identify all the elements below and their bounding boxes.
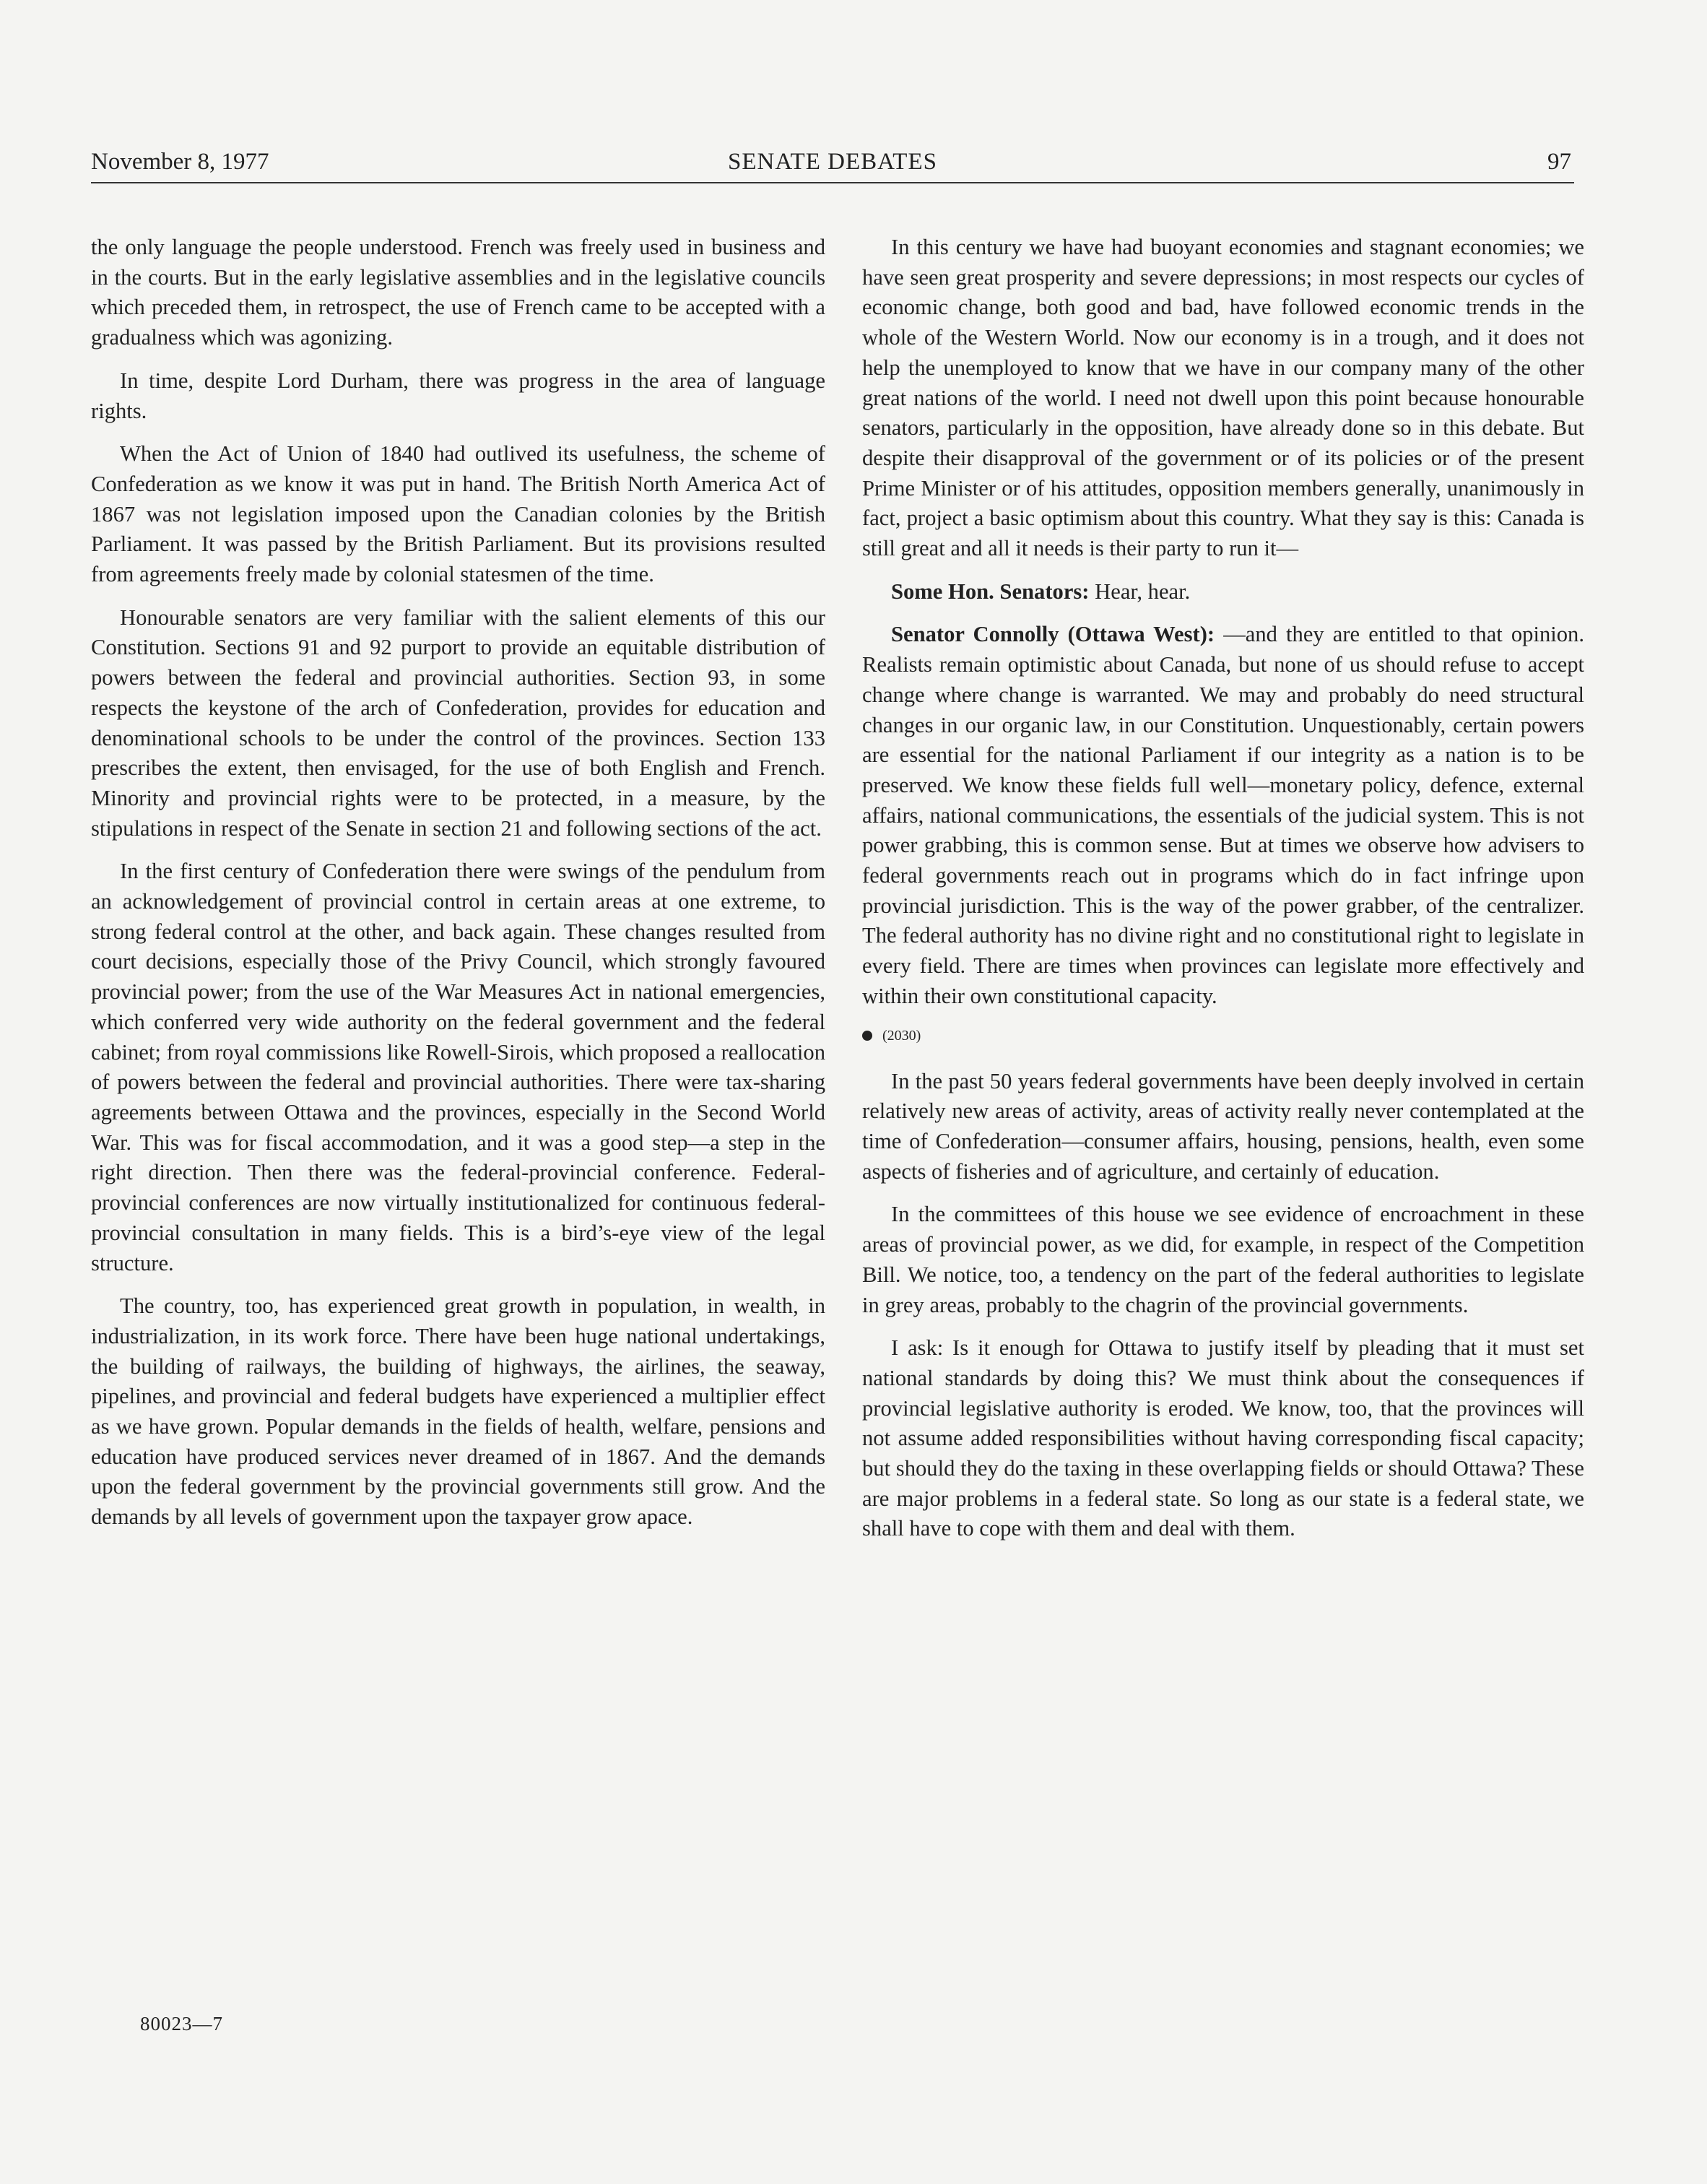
paragraph: In the committees of this house we see evidence of encroachment in these areas of provincial power, as we did, for example, in respect of the Competition Bill. We notice, too, a tendency on the part of the federal authorities to legislate in grey areas, probably to the chagrin of the provincial governments.	[862, 1202, 1584, 1317]
time-marker-text: (2030)	[882, 1027, 921, 1044]
paragraph: When the Act of Union of 1840 had outlived its usefulness, the scheme of Confederation as we know it was put in hand. The British North America Act of 1867 was not legislation imposed upon the Canadian colonies by the British Parliament. It was passed by the British Parliament. But its provisions resulted from agreements freely made by colonial statesmen of the time.	[91, 441, 825, 587]
header-page-number: 97	[1547, 149, 1571, 175]
interjection-text: Hear, hear.	[1089, 578, 1191, 604]
footer-code: 80023—7	[140, 2013, 223, 2034]
paragraph: Honourable senators are very familiar with the salient elements of this our Constitution. Sections 91 and 92 purport to provide an equitable distribution of powers between the federal and provincial authorities. Section 93, in some respects the keystone of the arch of Confederation, provides for education and denominational schools to be under the control of the provinces. Section 133 prescribes the extent, then envisaged, for the use of both English and French. Minority and provincial rights were to be protected, in a measure, by the stipulations in respect of the Senate in section 21 and following sections of the act.	[91, 604, 825, 841]
speaker-name: Senator Connolly (Ottawa West):	[891, 622, 1215, 647]
left-column	[91, 233, 825, 1546]
paragraph: the only language the people understood. French was freely used in business and in the courts. But in the early legislative assemblies and in the legislative councils which preceded them, in retrospect, the use of French came to be accepted with a gradualness which was agonizing.	[91, 235, 825, 350]
paragraph: I ask: Is it enough for Ottawa to justify itself by pleading that it must set national standards by doing this? We must think about the consequences if provincial legislative authority is eroded. We know, too, that the provinces will not assume added responsibilities without having corresponding fiscal capacity; but should they do the taxing in these overlapping fields or should Ottawa? These are major problems in a federal state. So long as our state is a federal state, we shall have to cope with them and deal with them.	[862, 1335, 1584, 1541]
header-title: SENATE DEBATES	[728, 149, 937, 175]
interjection-speaker: Some Hon. Senators:	[891, 578, 1090, 604]
speech	[862, 620, 1584, 1011]
paragraph: In time, despite Lord Durham, there was progress in the area of language rights.	[91, 368, 825, 423]
paragraph: In the past 50 years federal governments have been deeply involved in certain relatively new areas of activity, areas of activity really never contemplated at the time of Confederation—consumer affairs, housing, pensions, health, even some aspects of fisheries and of agriculture, and certainly of education.	[862, 1068, 1584, 1184]
paragraph: In the first century of Confederation there were swings of the pendulum from an acknowledgement of provincial control in certain areas at one extreme, to strong federal control at the other, and back again. These changes resulted from court decisions, especially those of the Privy Council, which strongly favoured provincial power; from the use of the War Measures Act in national emergencies, which conferred very wide authority on the federal government and the federal cabinet; from royal commissions like Rowell-Sirois, which proposed a reallocation of powers between the federal and provincial authorities. There were tax-sharing agreements between Ottawa and the provinces, especially in the Second World War. This was for fiscal accommodation, and it was a good step—a step in the right direction. Then there was the federal-provincial conference. Federal-provincial conferences are now virtually institutionalized for continuous federal-provincial consultation in many fields. This is a bird’s-eye view of the legal structure.	[91, 859, 825, 1275]
header-date: November 8, 1977	[91, 149, 269, 175]
time-marker	[862, 1025, 1584, 1046]
bullet-icon	[862, 1031, 872, 1041]
paragraph: In this century we have had buoyant economies and stagnant economies; we have seen great prosperity and severe depressions; in most respects our cycles of economic change, both good and bad, have followed economic trends in the whole of the Western World. Now our economy is in a trough, and it does not help the unemployed to know that we have in our company many of the other great nations of the world. I need not dwell upon this point because honourable senators, particularly in the opposition, have already done so in this debate. But despite their disapproval of the government or of its policies or of the present Prime Minister or of his attitudes, opposition members generally, unanimously in fact, project a basic optimism about this country. What they say is this: Canada is still great and all it needs is their party to run it—	[862, 235, 1584, 561]
speech-text: —and they are entitled to that opinion. Realists remain optimistic about Canada, but none of us should refuse to accept change where change is warranted. We may and probably do need structural changes in our organic law, in our Constitution. Unquestionably, certain powers are essential for the national Parliament if our integrity as a nation is to be preserved. We know these fields full well—monetary policy, defence, external affairs, national communications, the essentials of the judicial system. This is not power grabbing, this is common sense. But at times we observe how advisers to federal governments reach out in programs which do in fact infringe upon provincial jurisdiction. This is the way of the power grabber, of the centralizer. The federal authority has no divine right and no constitutional right to legislate in every field. There are times when provinces can legislate more effectively and within their own constitutional capacity.	[862, 622, 1585, 1008]
paragraph: The country, too, has experienced great growth in population, in wealth, in industrialization, in its work force. There have been huge national undertakings, the building of railways, the building of highways, the airlines, the seaway, pipelines, and provincial and federal budgets have experienced a multiplier effect as we have grown. Popular demands in the fields of health, welfare, pensions and education have produced services never dreamed of in 1867. And the demands upon the federal government by the provincial governments still grow. And the demands by all levels of government upon the taxpayer grow apace.	[91, 1294, 825, 1530]
right-column	[862, 233, 1584, 1557]
page-header	[91, 144, 1574, 183]
interjection	[862, 577, 1584, 607]
